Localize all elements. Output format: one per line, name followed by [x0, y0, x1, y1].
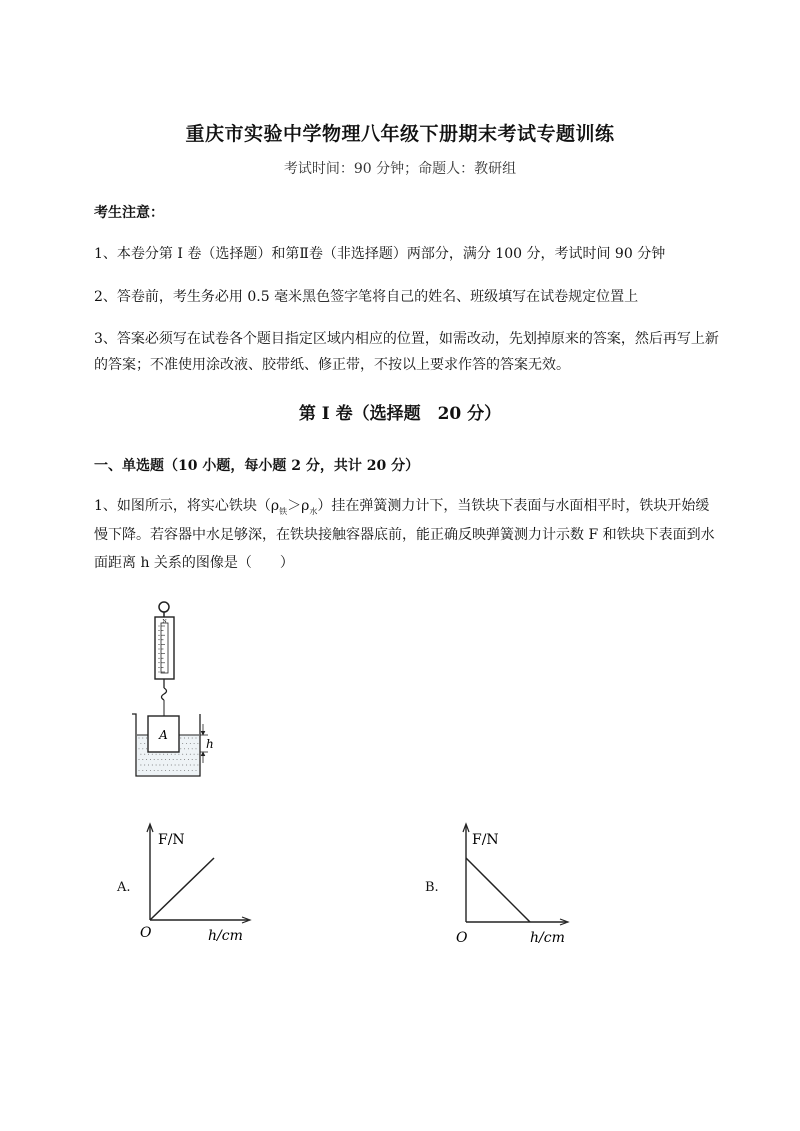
water-dot	[192, 738, 193, 739]
water-dot	[190, 754, 191, 755]
water-dot	[171, 765, 172, 766]
water-dot	[140, 743, 141, 744]
scale-hook	[162, 688, 167, 700]
water-dot	[196, 748, 197, 749]
water-dot	[173, 759, 174, 760]
water-dot	[165, 759, 166, 760]
option-a-graph	[138, 822, 258, 947]
water-dot	[163, 754, 164, 755]
question-1-text-a: 1、如图所示，将实心铁块（ρ	[94, 498, 280, 514]
question-1-line-2: 慢下降。若容器中水足够深，在铁块接触容器底前，能正确反映弹簧测力计示数 F 和铁块下表面到水	[94, 527, 715, 543]
water-dot	[146, 748, 147, 749]
water-dot	[142, 738, 143, 739]
water-dot	[144, 743, 145, 744]
page-title: 重庆市实验中学物理八年级下册期末考试专题训练	[185, 123, 615, 145]
greater-than-rho: ＞ρ	[287, 498, 310, 514]
water-dot	[144, 765, 145, 766]
water-dot	[196, 759, 197, 760]
water-dot	[173, 770, 174, 771]
water-dot	[146, 770, 147, 771]
water-dot	[159, 765, 160, 766]
water-dot	[182, 743, 183, 744]
water-dot	[167, 765, 168, 766]
water-dot	[163, 765, 164, 766]
water-dot	[194, 743, 195, 744]
notice-heading: 考生注意：	[94, 205, 164, 221]
water-dot	[161, 759, 162, 760]
water-dot	[192, 759, 193, 760]
scale-ring	[159, 602, 169, 612]
water-dot	[184, 770, 185, 771]
water-dot	[169, 759, 170, 760]
question-1-line-3: 面距离 h 关系的图像是（ ）	[94, 555, 294, 571]
water-dot	[140, 754, 141, 755]
scale-unit-label: N	[162, 618, 167, 625]
water-dot	[184, 748, 185, 749]
notice-item-2: 2、答卷前，考生务必用 0.5 毫米黑色签字笔将自己的姓名、班级填写在试卷规定位置上	[94, 289, 639, 305]
water-dot	[142, 748, 143, 749]
water-dot	[175, 765, 176, 766]
water-dot	[186, 765, 187, 766]
water-dot	[180, 748, 181, 749]
water-dot	[188, 759, 189, 760]
water-dot	[139, 770, 140, 771]
question-1-line-1	[94, 493, 714, 525]
water-dot	[180, 759, 181, 760]
water-dot	[161, 770, 162, 771]
water-dot	[167, 754, 168, 755]
water-dot	[178, 765, 179, 766]
water-dot	[169, 770, 170, 771]
water-dot	[156, 754, 157, 755]
water-dot	[159, 754, 160, 755]
water-dot	[154, 770, 155, 771]
option-b-label[interactable]: B.	[425, 880, 439, 895]
option-b-graph	[452, 822, 580, 947]
block-label: A	[159, 728, 168, 742]
water-dot	[150, 770, 151, 771]
water-dot	[197, 743, 198, 744]
water-dot	[152, 765, 153, 766]
x-axis-label: h/cm	[208, 928, 243, 944]
exam-info: 考试时间：90 分钟；命题人：教研组	[283, 161, 517, 177]
water-dot	[188, 738, 189, 739]
water-dot	[180, 738, 181, 739]
water-dot	[175, 754, 176, 755]
spring-scale-figure	[128, 598, 224, 783]
x-axis-label: h/cm	[530, 930, 565, 946]
water-dot	[184, 738, 185, 739]
water-dot	[190, 765, 191, 766]
water-dot	[146, 738, 147, 739]
water-dot	[154, 759, 155, 760]
notice-item-1: 1、本卷分第 I 卷（选择题）和第Ⅱ卷（非选择题）两部分，满分 100 分，考试时间 90 分钟	[94, 246, 666, 262]
water-dot	[196, 738, 197, 739]
water-dot	[146, 759, 147, 760]
water-dot	[188, 748, 189, 749]
subscript-water: 水	[309, 506, 318, 516]
notice-item-3-line-2: 的答案；不准使用涂改液、胶带纸、修正带，不按以上要求作答的答案无效。	[94, 357, 570, 373]
water-dot	[182, 754, 183, 755]
origin-label: O	[140, 925, 152, 941]
y-axis-label: F/N	[158, 832, 185, 848]
y-axis-label: F/N	[472, 832, 499, 848]
subscript-iron: 铁	[279, 506, 288, 516]
water-dot	[148, 754, 149, 755]
water-dot	[142, 770, 143, 771]
water-dot	[148, 765, 149, 766]
water-dot	[165, 770, 166, 771]
water-dot	[196, 770, 197, 771]
graph-line-decreasing	[466, 858, 530, 922]
water-dot	[142, 759, 143, 760]
water-dot	[184, 759, 185, 760]
water-dot	[192, 748, 193, 749]
water-dot	[192, 770, 193, 771]
depth-label: h	[206, 737, 214, 751]
water-dot	[186, 754, 187, 755]
water-dot	[197, 765, 198, 766]
water-dot	[139, 738, 140, 739]
water-dot	[140, 765, 141, 766]
water-dot	[158, 759, 159, 760]
section-title: 第 I 卷（选择题 20 分）	[298, 404, 502, 424]
water-dot	[139, 759, 140, 760]
water-dot	[190, 743, 191, 744]
water-dot	[177, 770, 178, 771]
water-dot	[194, 765, 195, 766]
water-dot	[177, 759, 178, 760]
water-dot	[156, 765, 157, 766]
water-dot	[197, 754, 198, 755]
origin-label: O	[456, 930, 468, 946]
option-a-label[interactable]: A.	[117, 880, 131, 895]
water-dot	[158, 770, 159, 771]
water-dot	[178, 754, 179, 755]
water-dot	[139, 748, 140, 749]
water-dot	[186, 743, 187, 744]
water-dot	[194, 754, 195, 755]
water-dot	[188, 770, 189, 771]
notice-item-3-line-1: 3、答案必须写在试卷各个题目指定区域内相应的位置，如需改动，先划掉原来的答案，然后再写上新	[94, 331, 719, 347]
graph-line-increasing	[150, 858, 214, 920]
water-dot	[180, 770, 181, 771]
water-dot	[152, 754, 153, 755]
water-dot	[182, 765, 183, 766]
part-heading: 一、单选题（10 小题，每小题 2 分，共计 20 分）	[94, 458, 420, 474]
water-dot	[144, 754, 145, 755]
question-1-text-b: ）挂在弹簧测力计下，当铁块下表面与水面相平时，铁块开始缓	[317, 498, 710, 514]
water-dot	[150, 759, 151, 760]
water-dot	[171, 754, 172, 755]
